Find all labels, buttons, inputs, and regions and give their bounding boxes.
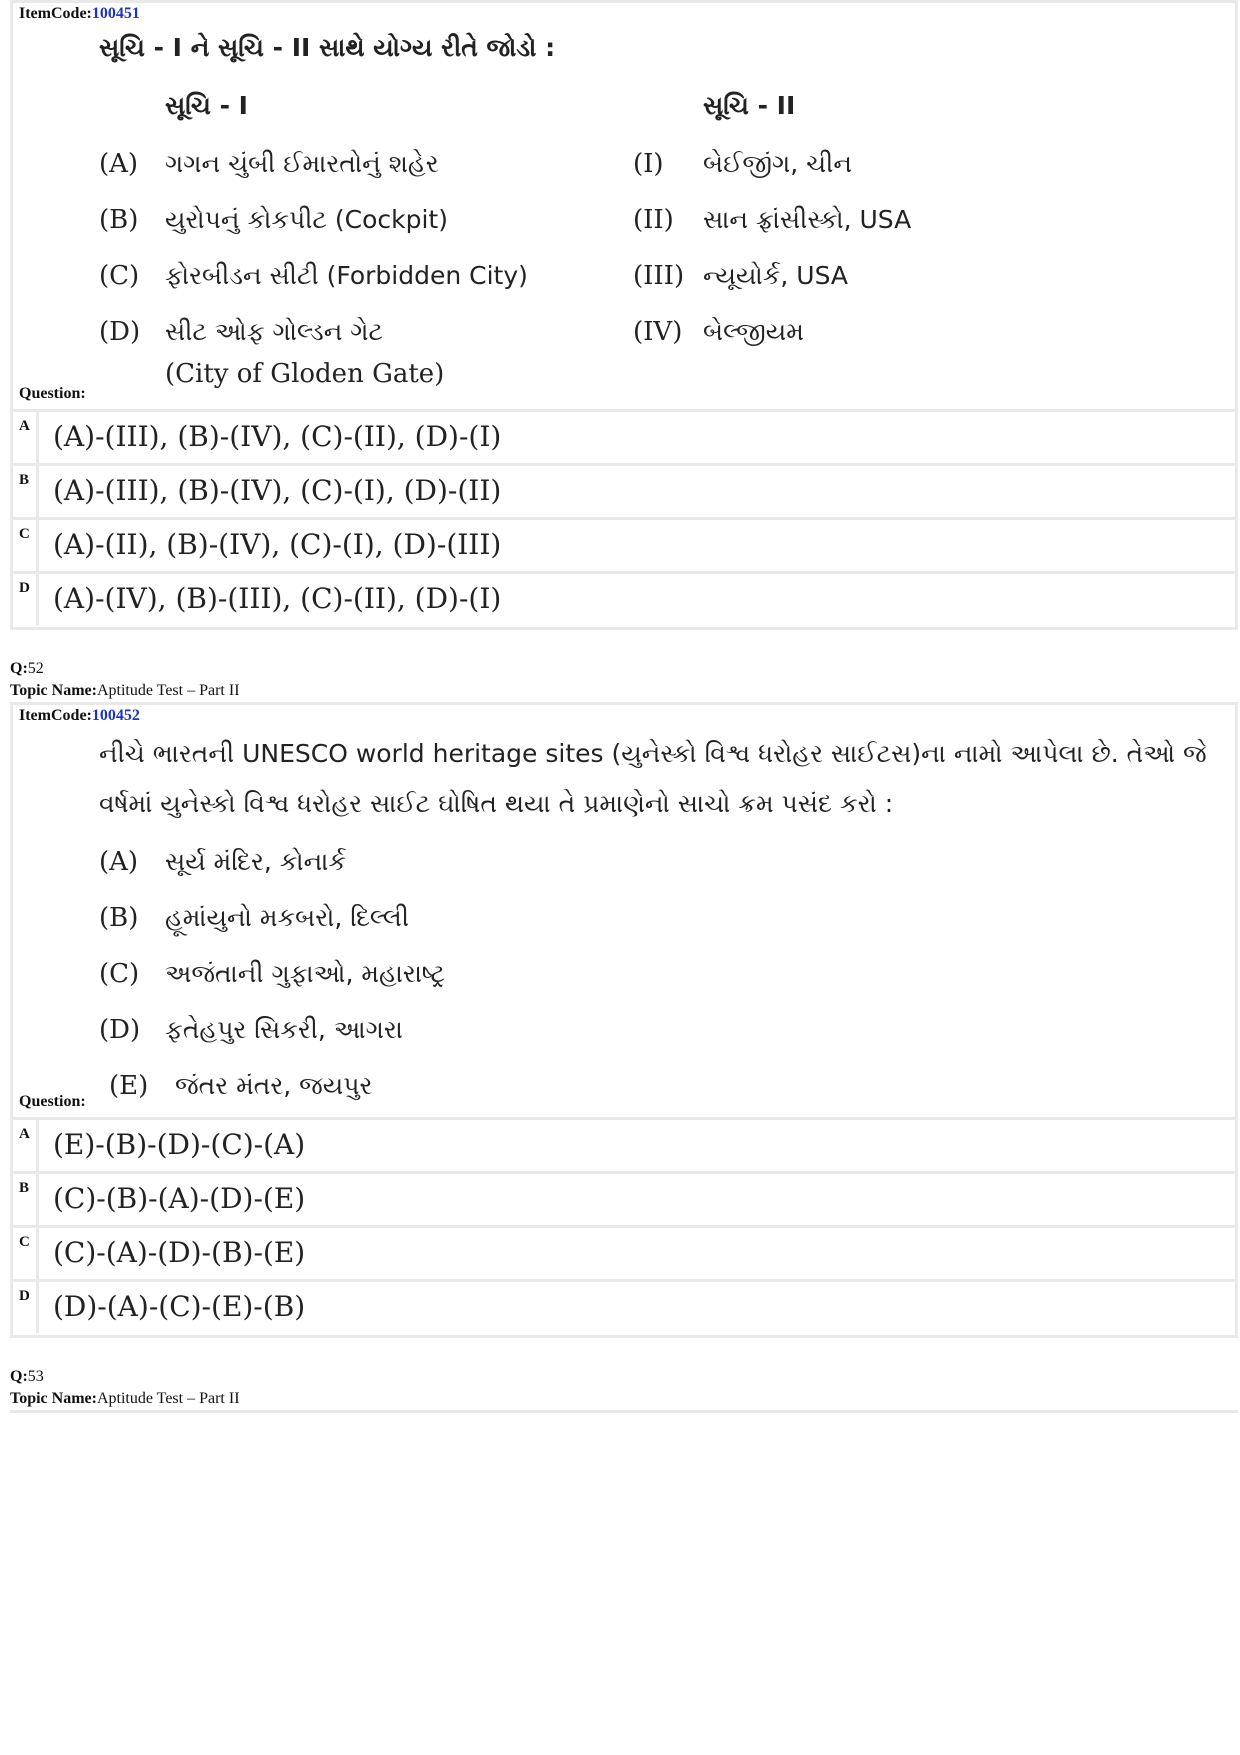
option-letter: D bbox=[13, 1282, 39, 1333]
option-c[interactable] bbox=[13, 520, 1235, 574]
option-d[interactable] bbox=[13, 1282, 1235, 1333]
option-text: (C)-(A)-(D)-(B)-(E) bbox=[53, 1236, 306, 1269]
item-code-value: 100452 bbox=[91, 707, 140, 724]
q-number: 53 bbox=[27, 1368, 44, 1385]
question-header-53 bbox=[10, 1366, 1238, 1410]
item-text-b: હૂમાંયુનો મકબરો, દિલ્લી bbox=[165, 903, 409, 932]
topic-label: Topic Name: bbox=[10, 1390, 97, 1407]
list-2-item-iv: બેલ્જીયમ bbox=[703, 317, 804, 346]
question-header-52 bbox=[10, 658, 1238, 702]
q-label: Q: bbox=[10, 660, 28, 677]
option-a[interactable] bbox=[13, 412, 1235, 466]
option-letter: D bbox=[13, 574, 39, 625]
list-1-item-b: યુરોપનું કોકપીટ (Cockpit) bbox=[165, 205, 448, 234]
item-text-c: અજંતાની ગુફાઓ, મહારાષ્ટ્ર bbox=[165, 959, 446, 988]
option-text: (A)-(II), (B)-(IV), (C)-(I), (D)-(III) bbox=[53, 528, 502, 561]
item-label-c: (C) bbox=[99, 959, 140, 989]
item-text-a: સૂર્ય મંદિર, કોનાર્ક bbox=[165, 847, 347, 876]
option-b[interactable] bbox=[13, 466, 1235, 520]
list-1-label-a: (A) bbox=[99, 149, 139, 179]
option-letter: B bbox=[13, 466, 39, 517]
question-label: Question: bbox=[19, 1093, 86, 1110]
list-2-item-iii: ન્યૂયોર્ક, USA bbox=[703, 261, 849, 290]
option-letter: A bbox=[13, 1120, 39, 1171]
list-1-label-c: (C) bbox=[99, 261, 140, 291]
list-2-item-ii: સાન ફ્રાંસીસ્કો, USA bbox=[703, 205, 912, 234]
item-label-e: (E) bbox=[109, 1071, 149, 1101]
list-1-item-d-extra: (City of Gloden Gate) bbox=[165, 359, 445, 389]
option-text: (A)-(III), (B)-(IV), (C)-(I), (D)-(II) bbox=[53, 474, 502, 507]
list-1-label-d: (D) bbox=[99, 317, 141, 347]
question-stem-line-2: વર્ષમાં યુનેસ્કો વિશ્વ ધરોહર સાઈટ ઘોષિત થયા તે પ્રમાણેનો સાચો ક્રમ પસંદ કરો : bbox=[99, 789, 894, 818]
option-d[interactable] bbox=[13, 574, 1235, 625]
option-text: (A)-(IV), (B)-(III), (C)-(II), (D)-(I) bbox=[53, 582, 502, 615]
topic-label: Topic Name: bbox=[10, 682, 97, 699]
list-2-label-i: (I) bbox=[633, 149, 664, 179]
list-2-label-ii: (II) bbox=[633, 205, 674, 235]
option-letter: C bbox=[13, 520, 39, 571]
topic-name: Aptitude Test – Part II bbox=[96, 682, 240, 699]
item-code bbox=[19, 5, 140, 23]
option-a[interactable] bbox=[13, 1120, 1235, 1174]
list-1-item-a: ગગન ચુંબી ઈમારતોનું શહેર bbox=[165, 149, 439, 178]
option-text: (E)-(B)-(D)-(C)-(A) bbox=[53, 1128, 306, 1161]
topic-name: Aptitude Test – Part II bbox=[96, 1390, 240, 1407]
question-label: Question: bbox=[19, 385, 86, 402]
question-stem: સૂચિ - I ને સૂચિ - II સાથે યોગ્ય રીતે જોડો : bbox=[99, 33, 556, 62]
question-text-51 bbox=[13, 3, 1235, 412]
question-stem-line-1: નીચે ભારતની UNESCO world heritage sites (યુનેસ્કો વિશ્વ ધરોહર સાઈટસ)ના નામો આપેલા છે. તેઓ જે bbox=[99, 739, 1207, 768]
option-text: (C)-(B)-(A)-(D)-(E) bbox=[53, 1182, 306, 1215]
item-label-d: (D) bbox=[99, 1015, 141, 1045]
item-text-d: ફતેહપુર સિકરી, આગરા bbox=[165, 1015, 403, 1044]
item-text-e: જંતર મંતર, જયપુર bbox=[175, 1071, 373, 1100]
option-b[interactable] bbox=[13, 1174, 1235, 1228]
option-text: (A)-(III), (B)-(IV), (C)-(II), (D)-(I) bbox=[53, 420, 502, 453]
list-1-heading: સૂચિ - I bbox=[165, 91, 248, 120]
option-letter: A bbox=[13, 412, 39, 463]
option-text: (D)-(A)-(C)-(E)-(B) bbox=[53, 1290, 306, 1323]
list-2-item-i: બેઈજીંગ, ચીન bbox=[703, 149, 852, 178]
option-letter: C bbox=[13, 1228, 39, 1279]
item-code bbox=[19, 707, 140, 725]
option-letter: B bbox=[13, 1174, 39, 1225]
item-code-value: 100451 bbox=[91, 5, 140, 22]
question-box-51 bbox=[10, 0, 1238, 630]
list-1-item-c: ફોરબીડન સીટી (Forbidden City) bbox=[165, 261, 528, 290]
q-number: 52 bbox=[27, 660, 44, 677]
question-box-52 bbox=[10, 702, 1238, 1338]
section-divider bbox=[10, 1410, 1238, 1413]
item-code-label: ItemCode: bbox=[19, 5, 92, 22]
list-2-label-iii: (III) bbox=[633, 261, 685, 291]
list-2-label-iv: (IV) bbox=[633, 317, 683, 347]
question-text-52 bbox=[13, 705, 1235, 1120]
list-2-heading: સૂચિ - II bbox=[703, 91, 796, 120]
list-1-label-b: (B) bbox=[99, 205, 139, 235]
list-1-item-d: સીટ ઓફ ગોલ્ડન ગેટ bbox=[165, 317, 384, 346]
q-label: Q: bbox=[10, 1368, 28, 1385]
item-label-b: (B) bbox=[99, 903, 139, 933]
option-c[interactable] bbox=[13, 1228, 1235, 1282]
item-label-a: (A) bbox=[99, 847, 139, 877]
item-code-label: ItemCode: bbox=[19, 707, 92, 724]
